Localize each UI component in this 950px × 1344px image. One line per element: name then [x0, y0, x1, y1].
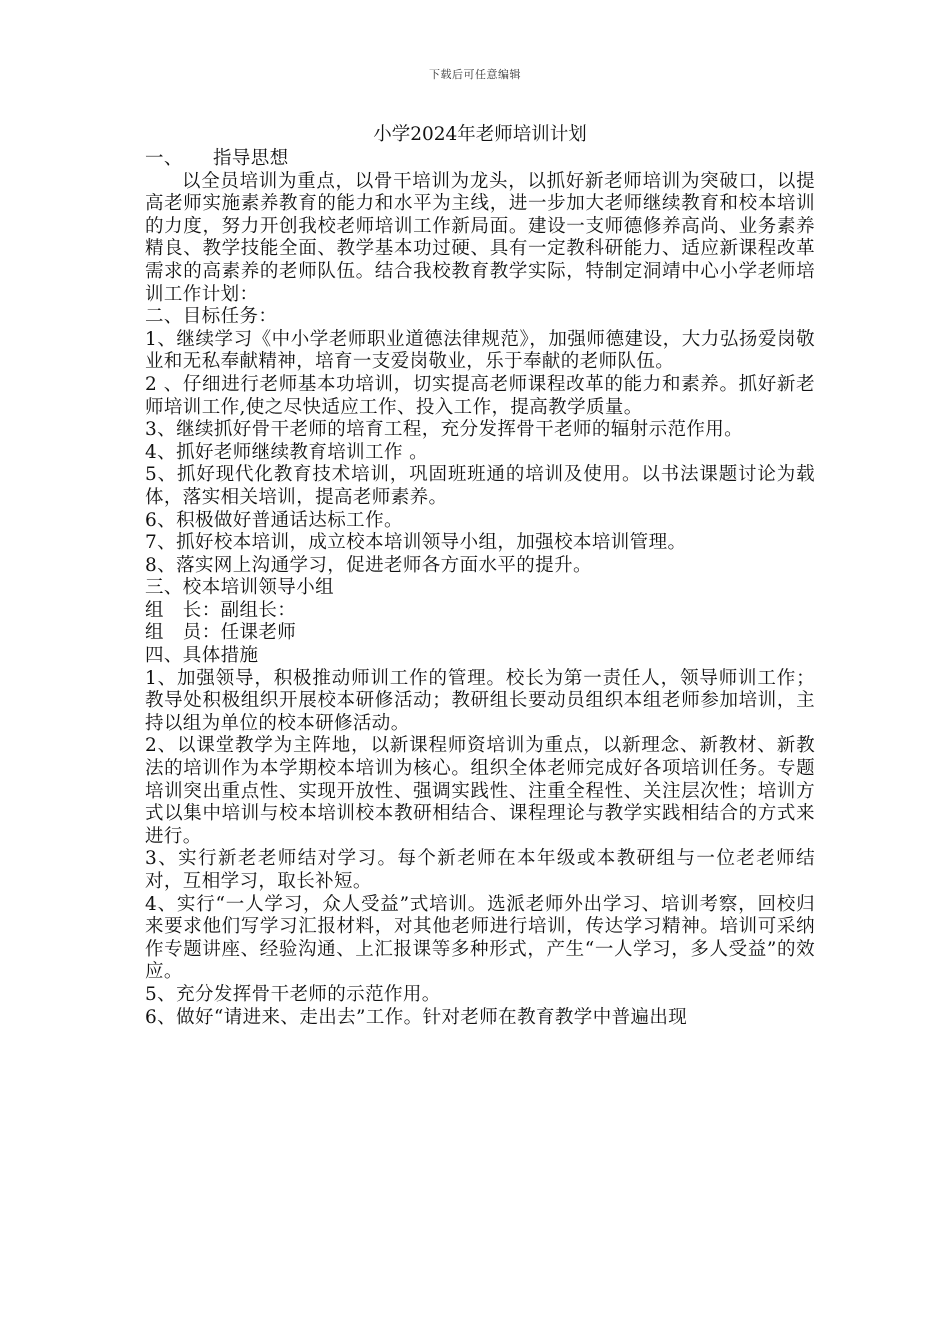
section-2-item: 2 、仔细进行老师基本功培训，切实提高老师课程改革的能力和素养。抓好新老师培训工作,使之尽快适应工作、投入工作，提高教学质量。 [145, 373, 815, 418]
section-4-item: 6、做好“请进来、走出去”工作。针对老师在教育教学中普遍出现 [145, 1006, 688, 1028]
section-1-title: 指导思想 [213, 148, 289, 169]
group-leader-line: 组 长：副组长： [145, 599, 297, 621]
section-2-item: 6、积极做好普通话达标工作。 [145, 509, 403, 531]
section-4-item: 5、充分发挥骨干老师的示范作用。 [145, 983, 441, 1005]
section-2-heading: 二、目标任务： [145, 306, 278, 328]
section-2-item: 7、抓好校本培训，成立校本培训领导小组，加强校本培训管理。 [145, 532, 687, 554]
group-member-line: 组 员：任课老师 [145, 622, 297, 644]
section-1-heading [145, 148, 815, 171]
section-1-body: 以全员培训为重点，以骨干培训为龙头，以抓好新老师培训为突破口，以提高老师实施素养教育的能力和水平为主线，进一步加大老师继续教育和校本培训的力度，努力开创我校老师培训工作新局面。建设一支师德修养高尚、业务素养精良、教学技能全面、教学基本功过硬、具有一定教科研能力、适应新课程改革需求的高素养的老师队伍。结合我校教育教学实际，特制定洞靖中心小学老师培训工作计划： [145, 170, 815, 305]
section-2-item: 1、继续学习《中小学老师职业道德法律规范》，加强师德建设，大力弘扬爱岗敬业和无私奉献精神，培育一支爱岗敬业，乐于奉献的老师队伍。 [145, 328, 815, 373]
document-title: 小学2024年老师培训计划 [373, 124, 587, 145]
section-3-heading: 三、校本培训领导小组 [145, 577, 335, 599]
section-4-item: 2、以课堂教学为主阵地，以新课程师资培训为重点，以新理念、新教材、新教法的培训作为本学期校本培训为核心。组织全体老师完成好各项培训任务。专题培训突出重点性、实现开放性、强调实践性、注重全程性、关注层次性；培训方式以集中培训与校本培训校本教研相结合、课程理论与教学实践相结合的方式来进行。 [145, 735, 815, 847]
page-header-note: 下载后可任意编辑 [429, 68, 521, 81]
section-2-item: 8、落实网上沟通学习，促进老师各方面水平的提升。 [145, 554, 592, 576]
section-2-item: 5、抓好现代化教育技术培训，巩固班班通的培训及使用。以书法课题讨论为载体，落实相关培训，提高老师素养。 [145, 464, 815, 508]
section-4-item: 3、实行新老老师结对学习。每个新老师在本年级或本教研组与一位老老师结对，互相学习，取长补短。 [145, 848, 815, 892]
section-4-item: 1、加强领导，积极推动师训工作的管理。校长为第一责任人，领导师训工作；教导处积极组织开展校本研修活动；教研组长要动员组织本组老师参加培训，主持以组为单位的校本研修活动。 [145, 667, 815, 734]
document-body [145, 122, 815, 1029]
section-1-number: 一、 [145, 148, 183, 169]
section-4-item: 4、实行“一人学习，众人受益”式培训。选派老师外出学习、培训考察，回校归来要求他们写学习汇报材料，对其他老师进行培训，传达学习精神。培训可采纳作专题讲座、经验沟通、上汇报课等多种形式，产生“一人学习，多人受益”的效应。 [145, 893, 815, 983]
section-2-item: 3、继续抓好骨干老师的培育工程，充分发挥骨干老师的辐射示范作用。 [145, 419, 744, 441]
section-2-item: 4、抓好老师继续教育培训工作 。 [145, 441, 429, 463]
section-4-heading: 四、具体措施 [145, 645, 259, 667]
